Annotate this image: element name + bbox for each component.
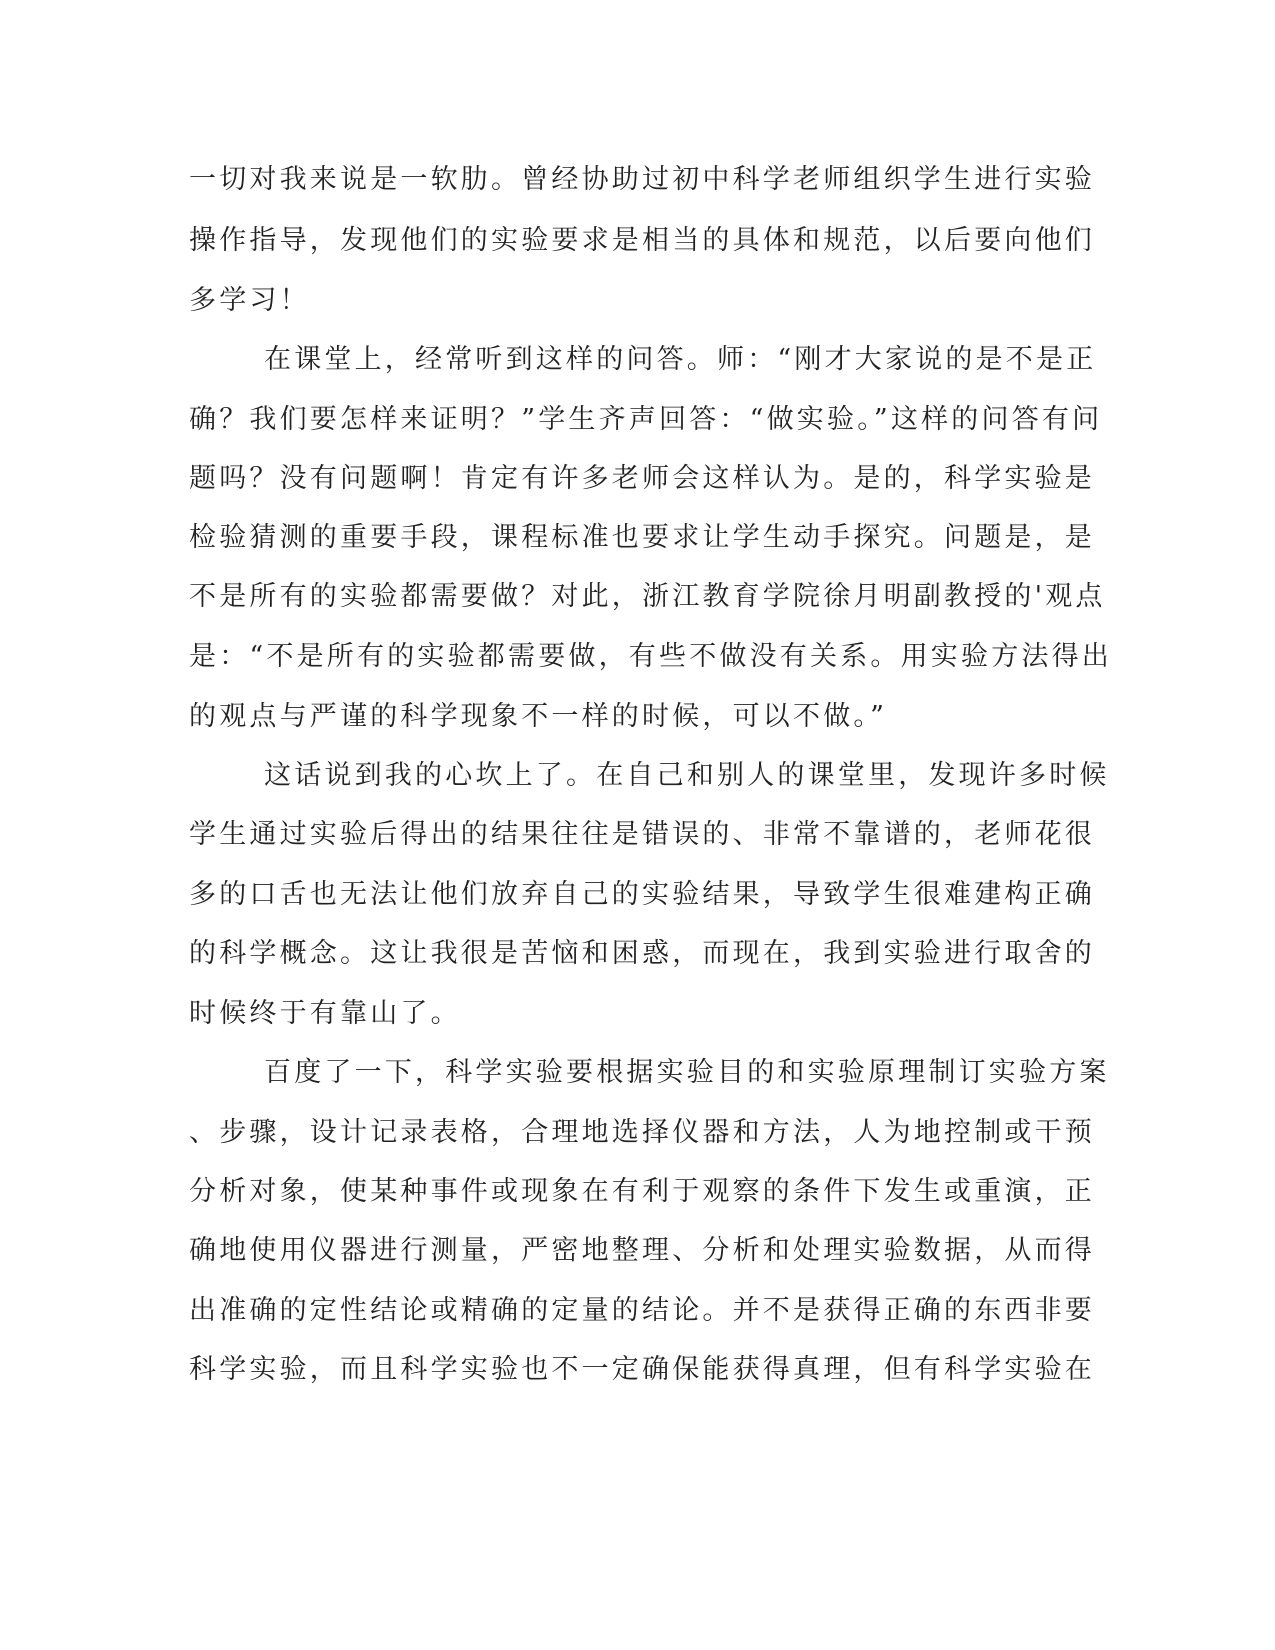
text-line: 是：“不是所有的实验都需要做，有些不做没有关系。用实验方法得出 [189,641,1113,672]
text-line: 分析对象，使某种事件或现象在有利于观察的条件下发生或重演，正 [189,1176,1095,1207]
text-line: 确地使用仪器进行测量，严密地整理、分析和处理实验数据，从而得 [189,1235,1095,1266]
text-line: 、步骤，设计记录表格，合理地选择仪器和方法，人为地控制或干预 [189,1117,1095,1148]
text-line: 出准确的定性结论或精确的定量的结论。并不是获得正确的东西非要 [189,1295,1095,1326]
text-line: 操作指导，发现他们的实验要求是相当的具体和规范，以后要向他们 [189,225,1095,256]
text-line: 百度了一下，科学实验要根据实验目的和实验原理制订实验方案 [264,1057,1110,1088]
text-line: 多学习！ [189,285,310,316]
text-line: 科学实验，而且科学实验也不一定确保能获得真理，但有科学实验在 [189,1354,1095,1385]
text-line: 在课堂上，经常听到这样的问答。师：“刚才大家说的是不是正 [264,344,1097,375]
text-line: 这话说到我的心坎上了。在自己和别人的课堂里，发现许多时候 [264,760,1110,791]
text-line: 检验猜测的重要手段，课程标准也要求让学生动手探究。问题是，是 [189,522,1095,553]
text-line: 确？我们要怎样来证明？”学生齐声回答：“做实验。”这样的问答有问 [189,404,1103,435]
text-line: 多的口舌也无法让他们放弃自己的实验结果，导致学生很难建构正确 [189,879,1095,910]
text-line: 的科学概念。这让我很是苦恼和困惑，而现在，我到实验进行取舍的 [189,938,1095,969]
text-line: 的观点与严谨的科学现象不一样的时候，可以不做。” [189,701,888,732]
text-line: 学生通过实验后得出的结果往往是错误的、非常不靠谱的，老师花很 [189,819,1095,850]
text-line: 时候终于有靠山了。 [189,998,461,1029]
text-line: 题吗？没有问题啊！肯定有许多老师会这样认为。是的，科学实验是 [189,463,1095,494]
text-line: 一切对我来说是一软肋。曾经协助过初中科学老师组织学生进行实验 [189,164,1095,195]
text-line: 不是所有的实验都需要做？对此，浙江教育学院徐月明副教授的'观点 [189,581,1106,612]
